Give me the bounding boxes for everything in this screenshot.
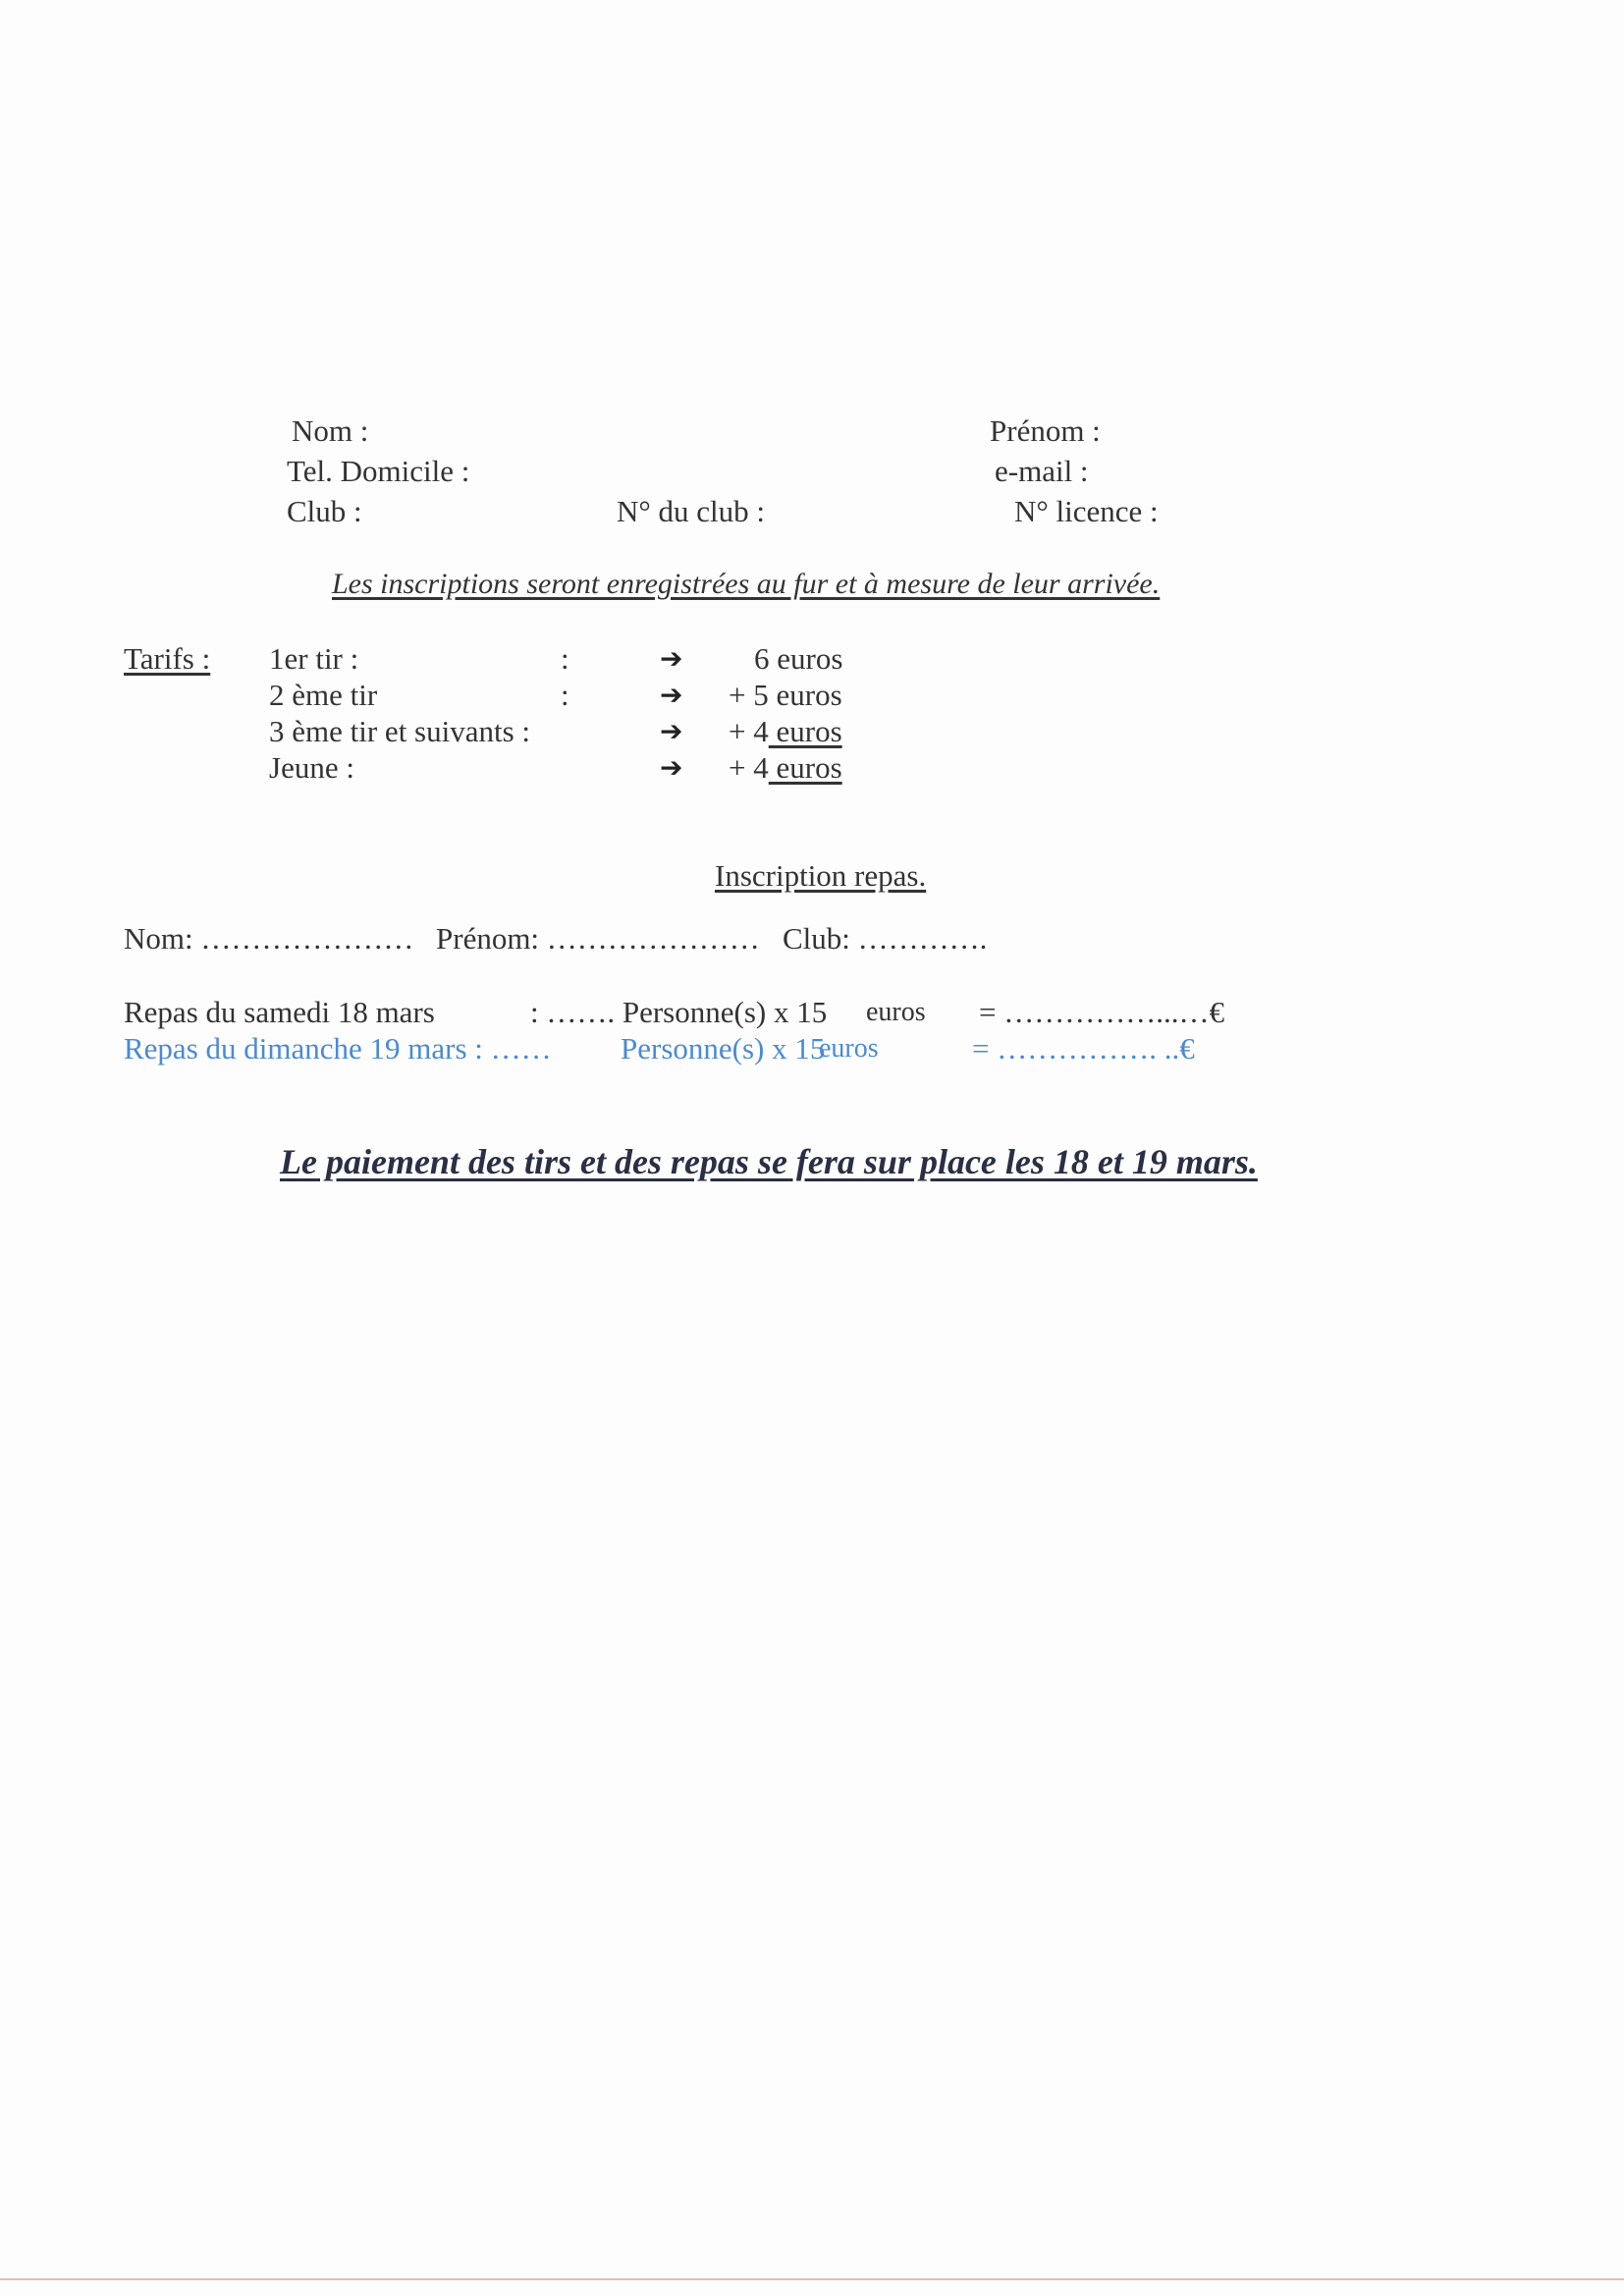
- payment-notice: Le paiement des tirs et des repas se fera sur place les 18 et 19 mars.: [280, 1142, 1258, 1181]
- meal-prenom-field: Prénom: …………………: [436, 921, 760, 956]
- tarif-row-label: 3 ème tir et suivants :: [269, 714, 531, 748]
- arrow-right-icon: ➔: [660, 715, 683, 747]
- meal-saturday-total: = ……………...…€: [979, 995, 1224, 1029]
- nom-label: Nom :: [292, 413, 369, 448]
- meal-sunday-quantity: Personne(s) x 15: [621, 1031, 826, 1066]
- tarif-row-price: 6 euros: [754, 641, 843, 676]
- tarif-row-price: + 4 euros: [729, 714, 842, 748]
- club-label: Club :: [287, 494, 362, 528]
- tarif-row-price: + 5 euros: [729, 678, 842, 712]
- arrow-right-icon: ➔: [660, 679, 683, 711]
- tarif-row-colon: :: [561, 641, 569, 676]
- meal-club-field: Club: ………….: [783, 921, 988, 956]
- tarif-row-label: Jeune :: [269, 750, 354, 785]
- tarif-row-label: 1er tir :: [269, 641, 359, 676]
- arrow-right-icon: ➔: [660, 642, 683, 675]
- meal-registration-title: Inscription repas.: [715, 858, 927, 893]
- meal-sunday-total: = ……………. ..€: [972, 1031, 1195, 1066]
- club-number-label: N° du club :: [617, 494, 766, 528]
- meal-sunday-unit: euros: [819, 1033, 879, 1064]
- scan-edge-line: [0, 2278, 1624, 2280]
- meal-nom-field: Nom: …………………: [124, 921, 414, 956]
- meal-sunday-label: Repas du dimanche 19 mars : ……: [124, 1031, 552, 1066]
- tarif-row-label: 2 ème tir: [269, 678, 378, 712]
- licence-number-label: N° licence :: [1014, 494, 1159, 528]
- arrow-right-icon: ➔: [660, 751, 683, 784]
- tarif-row-colon: :: [561, 678, 569, 712]
- meal-saturday-quantity: : ……. Personne(s) x 15: [530, 995, 828, 1029]
- meal-saturday-label: Repas du samedi 18 mars: [124, 995, 435, 1029]
- email-label: e-mail :: [995, 454, 1089, 488]
- tarifs-title: Tarifs :: [124, 641, 211, 676]
- meal-saturday-unit: euros: [866, 997, 926, 1027]
- tarif-row-price: + 4 euros: [729, 750, 842, 785]
- registration-notice: Les inscriptions seront enregistrées au fur et à mesure de leur arrivée.: [332, 568, 1161, 600]
- tel-domicile-label: Tel. Domicile :: [287, 454, 470, 488]
- prenom-label: Prénom :: [990, 413, 1101, 448]
